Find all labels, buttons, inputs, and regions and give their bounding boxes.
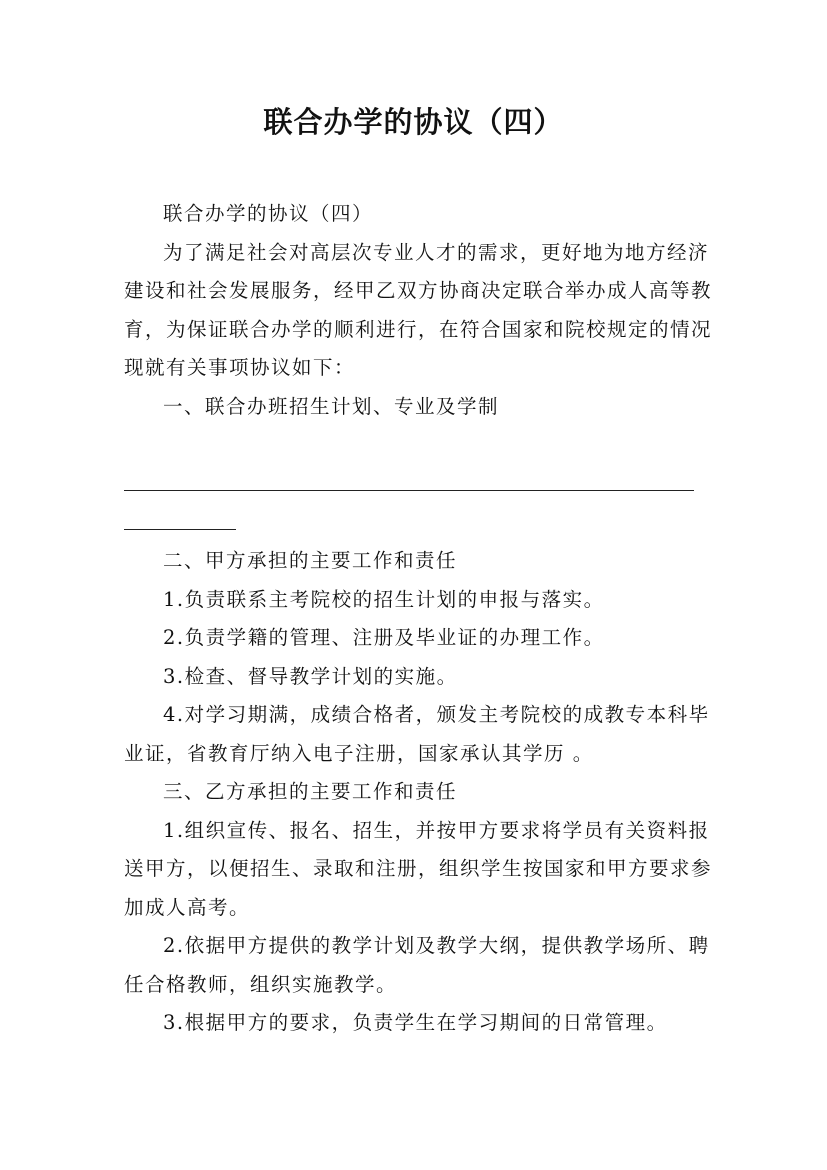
section3-item: 3.根据甲方的要求，负责学生在学习期间的日常管理。 (163, 1011, 668, 1034)
document-body-upper (124, 195, 714, 426)
section2-heading: 二、甲方承担的主要工作和责任 (163, 549, 458, 572)
intro-title: 联合办学的协议（四） (163, 202, 374, 225)
intro-paragraph: 为了满足社会对高层次专业人才的需求，更好地为地方经济建设和社会发展服务，经甲乙双方协商决定联合举办成人高等教育，为保证联合办学的顺利进行，在符合国家和院校规定的情况现就有关事项协议如下： (124, 240, 713, 379)
section3-item: 1.组织宣传、报名、招生，并按甲方要求将学员有关资料报送甲方，以便招生、录取和注册，组织学生按国家和甲方要求参加成人高考。 (124, 818, 713, 919)
document-title: 联合办学的协议（四） (263, 105, 564, 139)
document-body-lower (124, 542, 724, 1043)
fill-in-blank-line (124, 490, 694, 491)
section2-item: 2.负责学籍的管理、注册及毕业证的办理工作。 (163, 626, 605, 649)
section2-item: 4.对学习期满，成绩合格者，颁发主考院校的成教专本科毕业证，省教育厅纳入电子注册，国家承认其学历 。 (124, 703, 710, 765)
section3-heading: 三、乙方承担的主要工作和责任 (163, 780, 458, 803)
section2-item: 1.负责联系主考院校的招生计划的申报与落实。 (163, 587, 605, 611)
section3-item: 2.依据甲方提供的教学计划及教学大纲，提供教学场所、聘任合格教师，组织实施教学。 (124, 934, 710, 996)
fill-in-blank-line-continued (124, 529, 236, 530)
section2-item: 3.检查、督导教学计划的实施。 (163, 664, 458, 688)
section1-heading: 一、联合办班招生计划、专业及学制 (163, 394, 500, 418)
